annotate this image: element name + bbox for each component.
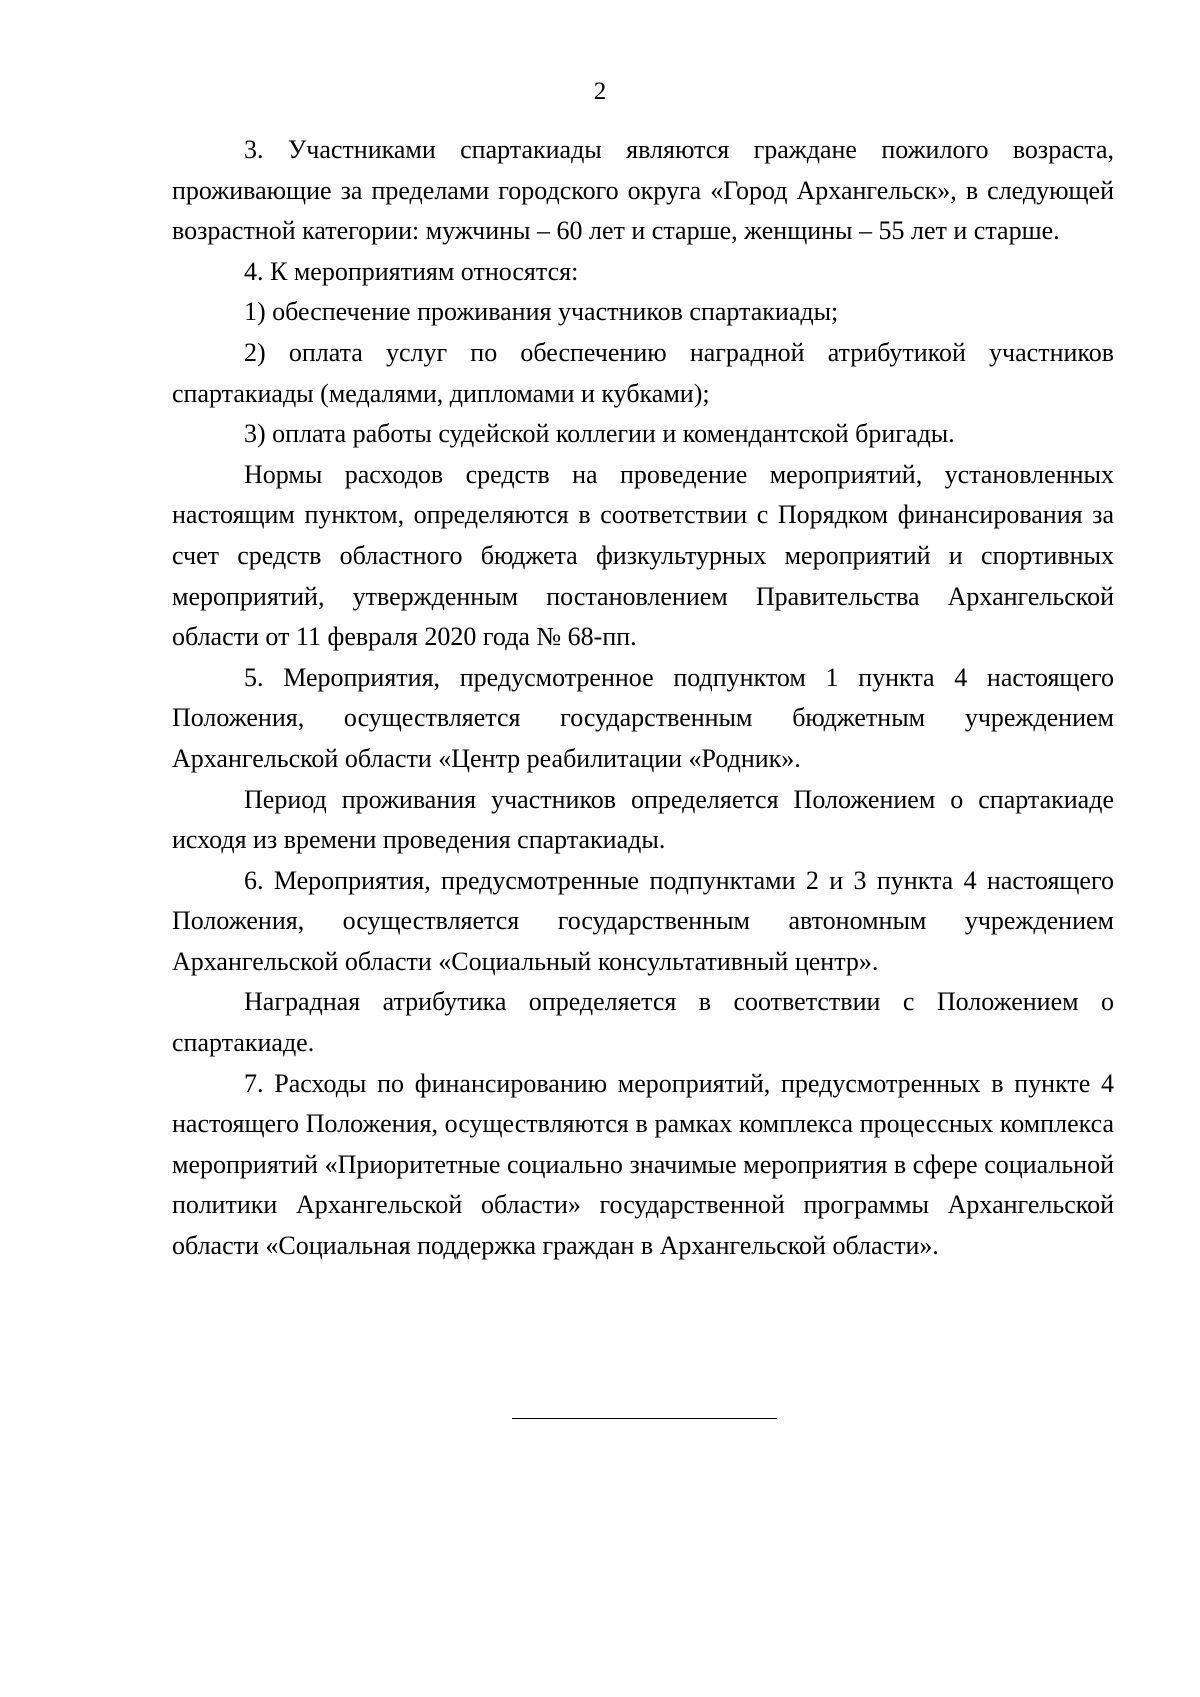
paragraph-subitem-3: 3) оплата работы судейской коллегии и комендантской бригады. xyxy=(244,419,955,449)
paragraph-award-attributes: Наградная атрибутика определяется в соответствии с Положением о спартакиаде. xyxy=(172,987,1114,1058)
paragraph-item-4: 4. К мероприятиям относятся: xyxy=(244,256,579,286)
paragraph-subitem-2: 2) оплата услуг по обеспечению наградной атрибутикой участников спартакиады (медалями, дипломами и кубками); xyxy=(172,337,1114,408)
paragraph-expense-norms: Нормы расходов средств на проведение мероприятий, установленных настоящим пунктом, определяются в соответствии с Порядком финансирования за счет средств областного бюджета физкультурных мероприятий и спортивных мероприятий, утвержденным постановлением Правительства Архангельской области от 11 февраля 2020 года № 68-пп. xyxy=(172,459,1114,652)
paragraph-item-7: 7. Расходы по финансированию мероприятий, предусмотренных в пункте 4 настоящего Положения, осуществляются в рамках комплекса процессных комплекса мероприятий «Приоритетные социально значимые мероприятия в сфере социальной политики Архангельской области» государственной программы Архангельской области «Социальная поддержка граждан в Архангельской области». xyxy=(172,1068,1114,1261)
paragraph-item-5: 5. Мероприятия, предусмотренное подпунктом 1 пункта 4 настоящего Положения, осуществляется государственным бюджетным учреждением Архангельской области «Центр реабилитации «Родник». xyxy=(172,662,1114,773)
paragraph-accommodation-period: Период проживания участников определяется Положением о спартакиаде исходя из времени проведения спартакиады. xyxy=(172,784,1114,855)
paragraph-subitem-1: 1) обеспечение проживания участников спартакиады; xyxy=(244,297,839,327)
paragraph-item-3: 3. Участниками спартакиады являются граждане пожилого возраста, проживающие за пределами городского округа «Город Архангельск», в следующей возрастной категории: мужчины – 60 лет и старше, женщины – 55 лет и старше. xyxy=(172,135,1114,246)
end-separator-line xyxy=(512,1418,777,1419)
page-number: 2 xyxy=(593,78,607,105)
document-body xyxy=(172,130,1114,1267)
paragraph-item-6: 6. Мероприятия, предусмотренные подпунктами 2 и 3 пункта 4 настоящего Положения, осуществляется государственным автономным учреждением Архангельской области «Социальный консультативный центр». xyxy=(172,865,1114,976)
